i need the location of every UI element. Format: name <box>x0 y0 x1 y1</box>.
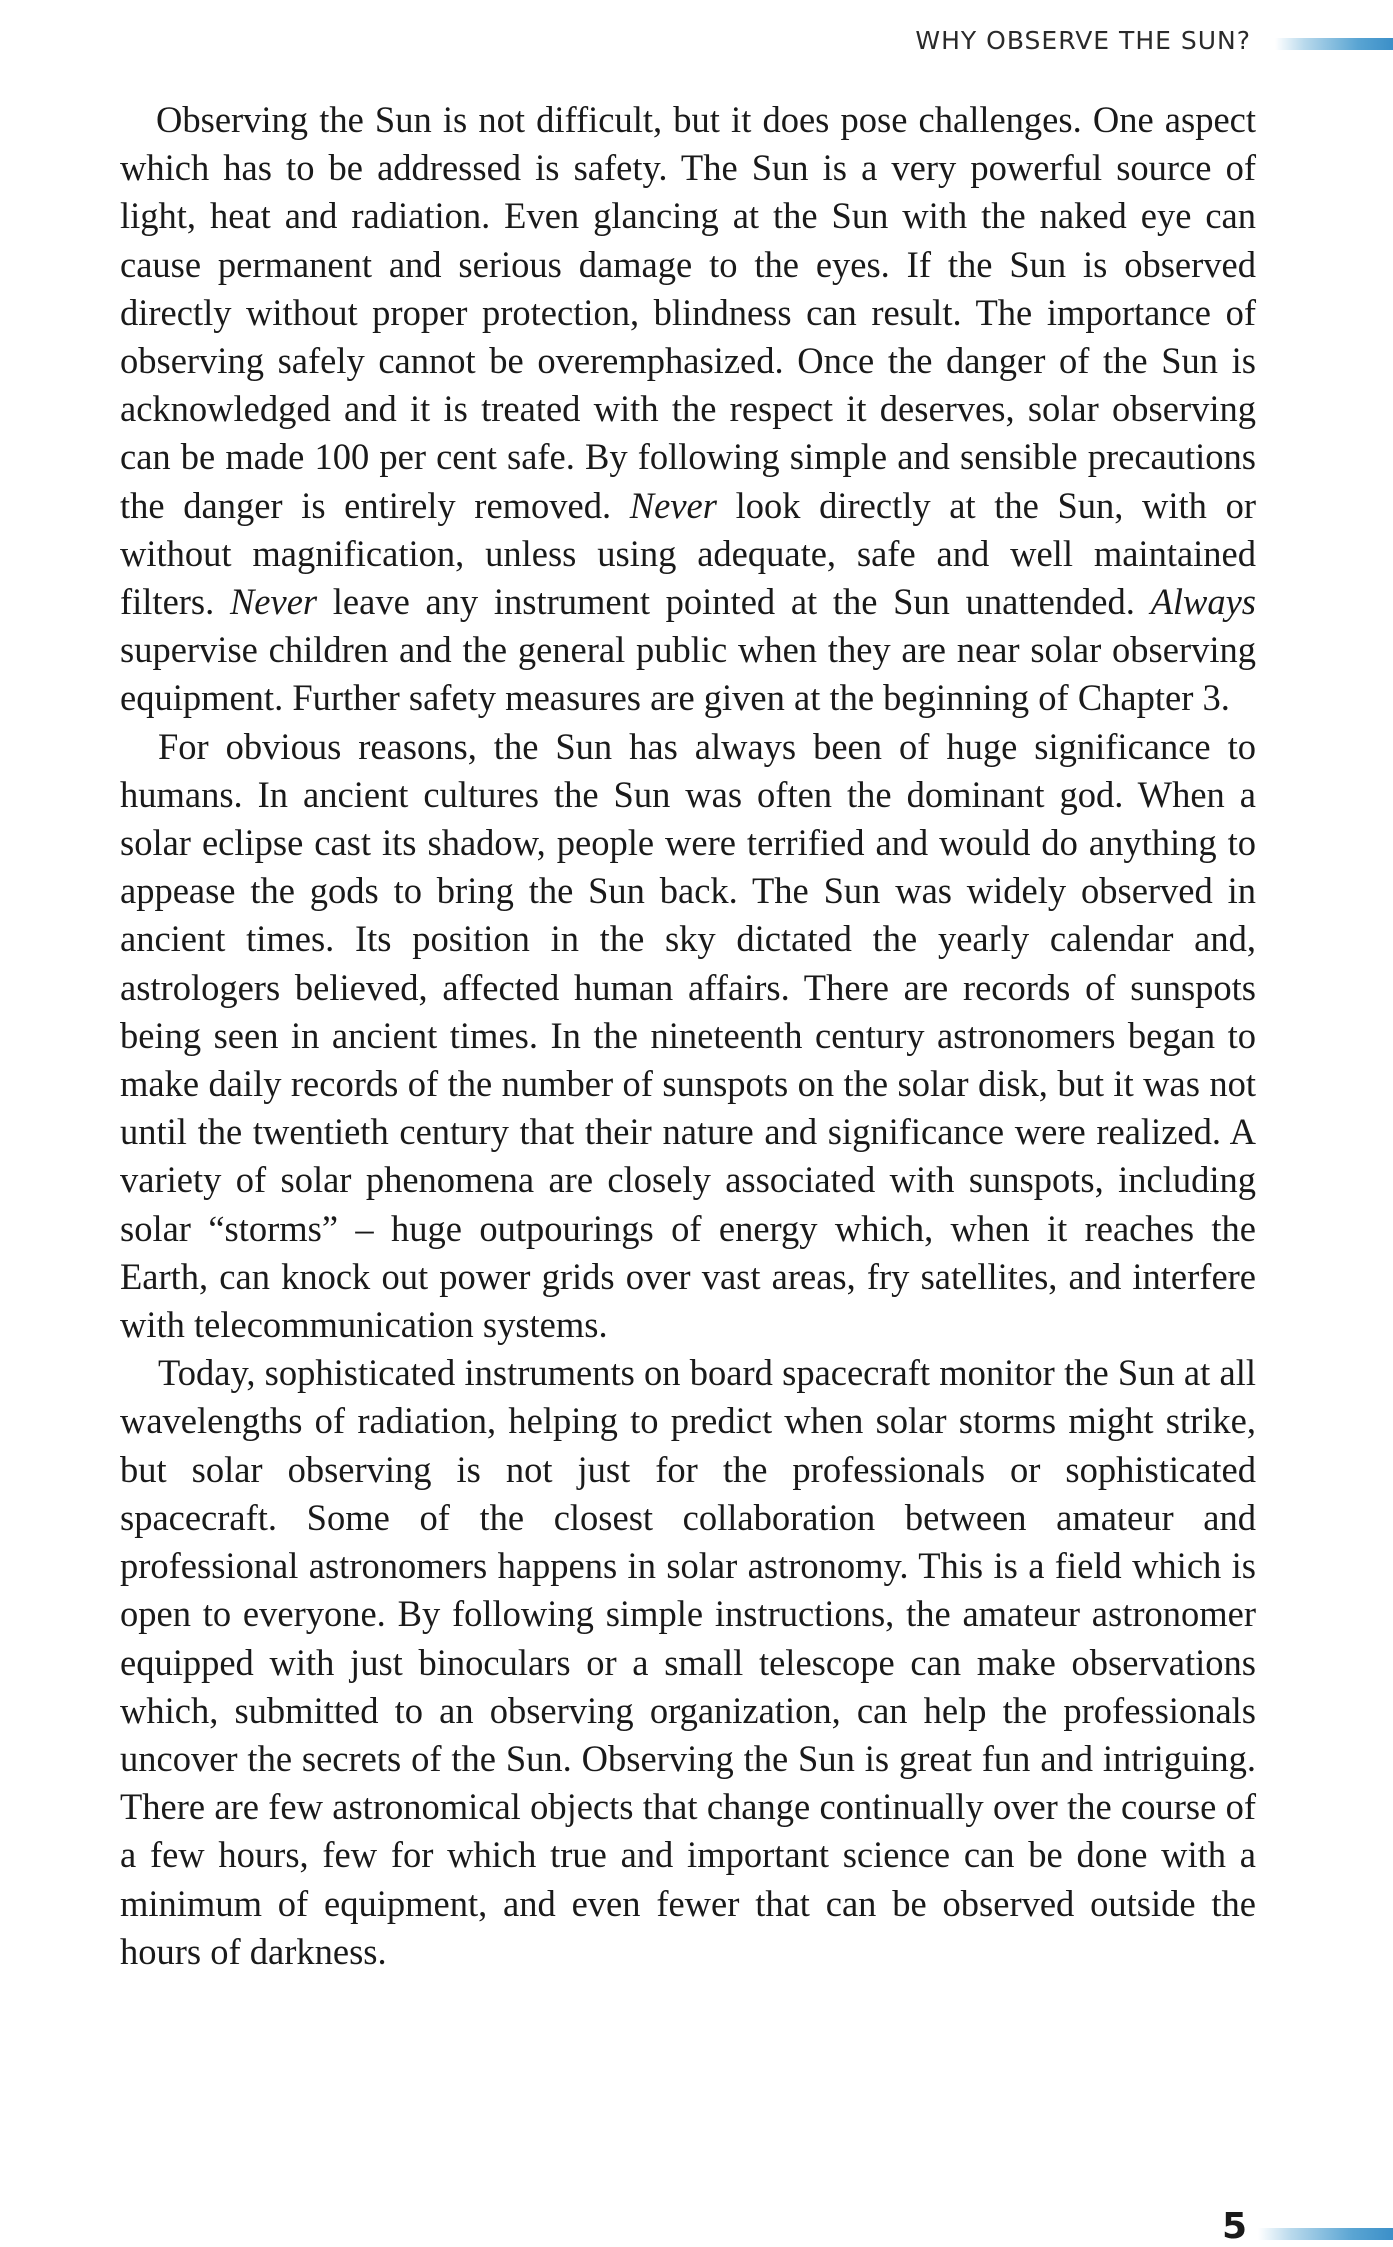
emphasis-always: Always <box>1150 581 1256 623</box>
text-segment: Observing the Sun is not difficult, but it does pose challenges. One aspect which has to be addressed is safety. The Sun is a very powerful source of light, heat and radiation. Even glancing at the Sun with the naked eye can cause permanent and serious damage to the eyes. If the Sun is observed directly without proper protection, blindness can result. The importance of observing safely cannot be overemphasized. Once the danger of the Sun is acknowledged and it is treated with the respect it deserves, solar observing can be made 100 per cent safe. By following simple and sensible precautions the danger is entirely removed. <box>120 99 1256 526</box>
paragraph-today: Today, sophisticated instruments on board spacecraft monitor the Sun at all wavelengths of radiation, helping to predict when solar storms might strike, but solar observing is not just for the professionals or sophisticated spacecraft. Some of the closest collaboration between amateur and professional astronomers happens in solar astronomy. This is a field which is open to everyone. By following simple instructions, the amateur astronomer equipped with just binoculars or a small telescope can make observations which, submitted to an observing organization, can help the professionals uncover the secrets of the Sun. Observing the Sun is great fun and intriguing. There are few astronomical objects that change continually over the course of a few hours, few for which true and important science can be done with a minimum of equipment, and even fewer that can be observed outside the hours of darkness. <box>120 1352 1256 1972</box>
emphasis-never: Never <box>229 581 318 623</box>
header-accent-bar <box>1275 38 1393 50</box>
footer-accent-bar <box>1258 2228 1393 2240</box>
running-head: WHY OBSERVE THE SUN? <box>915 26 1251 55</box>
body-text <box>120 96 1256 1976</box>
page-number: 5 <box>1221 2206 1247 2247</box>
emphasis-never: Never <box>629 484 717 526</box>
text-segment: look directly at the Sun, with or without magnification, unless using adequate, safe and well maintained filters. <box>120 484 1256 623</box>
text-segment: supervise children and the general public when they are near solar observing equipment. Further safety measures are given at the beginning of Chapter 3. <box>120 629 1256 719</box>
paragraph-history: For obvious reasons, the Sun has always been of huge significance to humans. In ancient cultures the Sun was often the dominant god. When a solar eclipse cast its shadow, people were terrified and would do anything to appease the gods to bring the Sun back. The Sun was widely observed in ancient times. Its position in the sky dictated the yearly calendar and, astrologers believed, affected human affairs. There are records of sunspots being seen in ancient times. In the nineteenth century astronomers began to make daily records of the number of sunspots on the solar disk, but it was not until the twentieth century that their nature and significance were realized. A variety of solar phenomena are closely associated with sunspots, including solar “storms” – huge outpourings of energy which, when it reaches the Earth, can knock out power grids over vast areas, fry satellites, and interfere with telecommunication systems. <box>120 725 1256 1346</box>
paragraph-safety <box>120 96 1256 723</box>
text-segment: leave any instrument pointed at the Sun unattended. <box>317 581 1151 623</box>
